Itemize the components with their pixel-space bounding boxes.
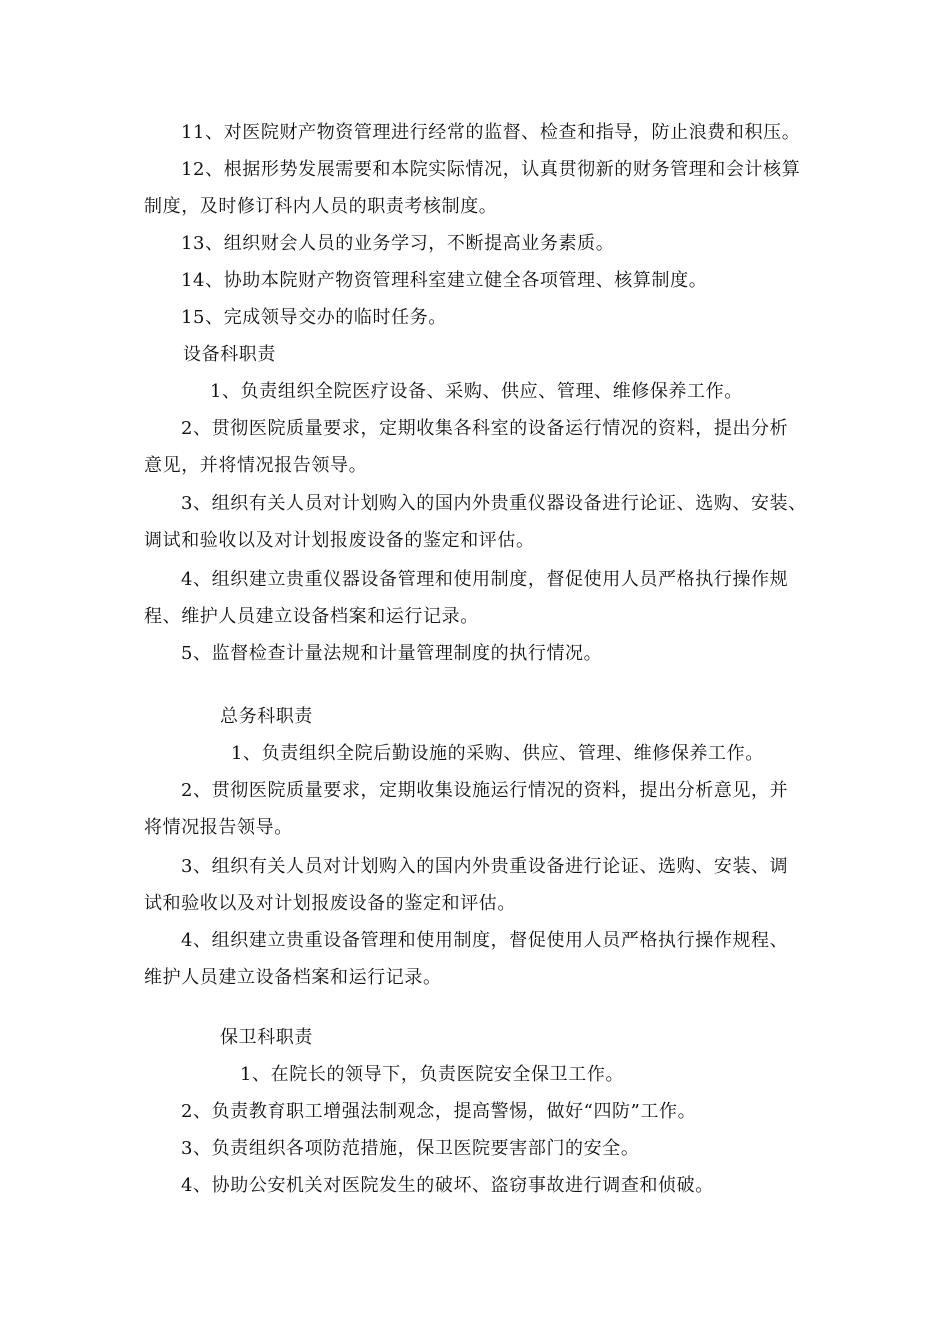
equipment-item-1: 1、负责组织全院医疗设备、采购、供应、管理、维修保养工作。 xyxy=(210,381,743,402)
general-affairs-item-2-line2: 将情况报告领导。 xyxy=(144,817,293,838)
equipment-item-5: 5、监督检查计量法规和计量管理制度的执行情况。 xyxy=(181,643,603,664)
equipment-item-4-line1: 4、组织建立贵重仪器设备管理和使用制度，督促使用人员严格执行操作规 xyxy=(181,569,789,590)
equipment-item-2-line1: 2、贯彻医院质量要求，定期收集各科室的设备运行情况的资料，提出分析 xyxy=(181,418,789,439)
general-affairs-title: 总务科职责 xyxy=(220,706,313,727)
general-affairs-item-4-line2: 维护人员建立设备档案和运行记录。 xyxy=(144,967,442,988)
finance-item-15: 15、完成领导交办的临时任务。 xyxy=(181,307,447,328)
security-title: 保卫科职责 xyxy=(220,1027,313,1048)
security-item-1: 1、在院长的领导下，负责医院安全保卫工作。 xyxy=(240,1064,625,1085)
security-item-3: 3、负责组织各项防范措施，保卫医院要害部门的安全。 xyxy=(181,1138,640,1159)
general-affairs-item-3-line1: 3、组织有关人员对计划购入的国内外贵重设备进行论证、选购、安装、调 xyxy=(181,856,789,877)
equipment-item-4-line2: 程、维护人员建立设备档案和运行记录。 xyxy=(144,606,479,627)
general-affairs-item-1: 1、负责组织全院后勤设施的采购、供应、管理、维修保养工作。 xyxy=(231,743,764,764)
general-affairs-item-2-line1: 2、贯彻医院质量要求，定期收集设施运行情况的资料，提出分析意见，并 xyxy=(181,780,789,801)
finance-item-14: 14、协助本院财产物资管理科室建立健全各项管理、核算制度。 xyxy=(181,270,708,291)
finance-item-11: 11、对医院财产物资管理进行经常的监督、检查和指导，防止浪费和积压。 xyxy=(181,122,801,143)
equipment-title: 设备科职责 xyxy=(183,344,276,365)
security-item-2: 2、负责教育职工增强法制观念，提高警惕，做好“四防”工作。 xyxy=(181,1101,697,1122)
equipment-item-3-line2: 调试和验收以及对计划报废设备的鉴定和评估。 xyxy=(144,530,535,551)
finance-item-12-line2: 制度，及时修订科内人员的职责考核制度。 xyxy=(144,196,498,217)
general-affairs-item-3-line2: 试和验收以及对计划报废设备的鉴定和评估。 xyxy=(144,893,516,914)
finance-item-12-line1: 12、根据形势发展需要和本院实际情况，认真贯彻新的财务管理和会计核算 xyxy=(181,159,801,180)
general-affairs-item-4-line1: 4、组织建立贵重设备管理和使用制度，督促使用人员严格执行操作规程、 xyxy=(181,930,789,951)
finance-item-13: 13、组织财会人员的业务学习，不断提高业务素质。 xyxy=(181,233,615,254)
equipment-item-2-line2: 意见，并将情况报告领导。 xyxy=(144,455,368,476)
equipment-item-3-line1: 3、组织有关人员对计划购入的国内外贵重仪器设备进行论证、选购、安装、 xyxy=(181,493,807,514)
security-item-4: 4、协助公安机关对医院发生的破坏、盗窃事故进行调查和侦破。 xyxy=(181,1175,714,1196)
